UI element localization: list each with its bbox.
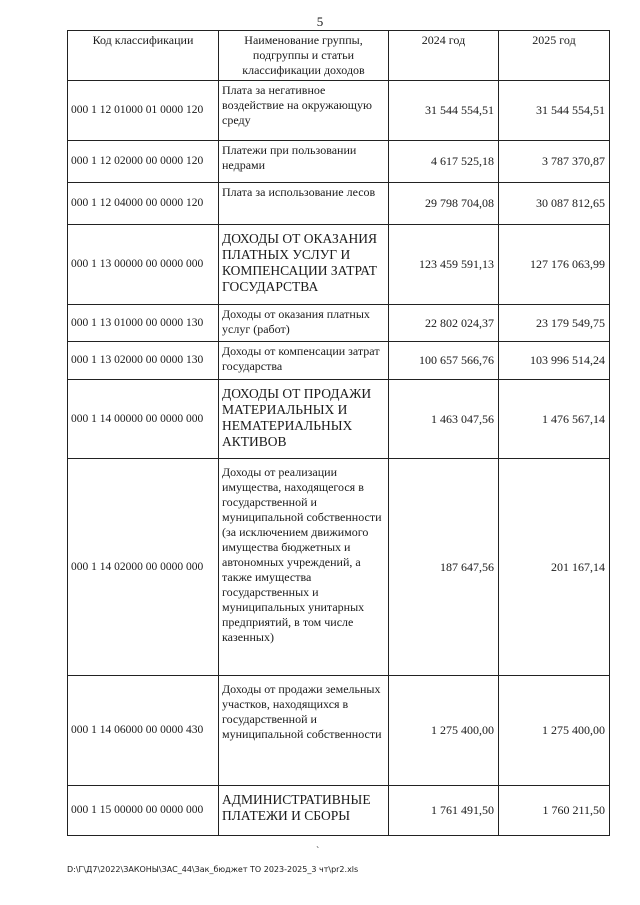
cell-code: 000 1 12 02000 00 0000 120 — [68, 141, 219, 183]
header-name: Наименование группы, подгруппы и статьи классификации доходов — [219, 31, 389, 81]
table-row — [68, 342, 610, 380]
page-number: 5 — [316, 14, 324, 29]
cell-2025: 1 476 567,14 — [499, 380, 610, 459]
cell-name: Плата за использование лесов — [219, 183, 389, 225]
cell-2025: 103 996 514,24 — [499, 342, 610, 380]
cell-2024: 1 761 491,50 — [389, 786, 499, 836]
cell-2025: 201 167,14 — [499, 459, 610, 676]
table-row — [68, 225, 610, 305]
cell-2024: 1 463 047,56 — [389, 380, 499, 459]
table-row — [68, 81, 610, 141]
cell-name: Плата за негативное воздействие на окружающую среду — [219, 81, 389, 141]
cell-2025: 23 179 549,75 — [499, 305, 610, 342]
scan-mark: ˋ — [316, 846, 320, 857]
cell-2024: 4 617 525,18 — [389, 141, 499, 183]
cell-code: 000 1 13 01000 00 0000 130 — [68, 305, 219, 342]
cell-name: Доходы от реализации имущества, находящегося в государственной и муниципальной собственности (за исключением движимого имущества бюджетных и автономных учреждений, а также имущества государственных и муниципальных унитарных предприятий, в том числе казенных) — [219, 459, 389, 676]
cell-name: Платежи при пользовании недрами — [219, 141, 389, 183]
table-row — [68, 459, 610, 676]
cell-2024: 187 647,56 — [389, 459, 499, 676]
cell-2025: 1 275 400,00 — [499, 676, 610, 786]
cell-2024: 123 459 591,13 — [389, 225, 499, 305]
cell-name: Доходы от компенсации затрат государства — [219, 342, 389, 380]
cell-name: ДОХОДЫ ОТ ПРОДАЖИ МАТЕРИАЛЬНЫХ И НЕМАТЕРИАЛЬНЫХ АКТИВОВ — [219, 380, 389, 459]
header-code: Код классификации — [68, 31, 219, 81]
header-2024: 2024 год — [389, 31, 499, 81]
cell-2024: 29 798 704,08 — [389, 183, 499, 225]
cell-code: 000 1 14 02000 00 0000 000 — [68, 459, 219, 676]
file-path-footer: D:\Г\Д7\2022\ЗАКОНЫ\ЗАС_44\Зак_бюджет ТО 2023-2025_3 чт\pr2.xls — [67, 865, 359, 874]
cell-name: ДОХОДЫ ОТ ОКАЗАНИЯ ПЛАТНЫХ УСЛУГ И КОМПЕНСАЦИИ ЗАТРАТ ГОСУДАРСТВА — [219, 225, 389, 305]
cell-2025: 30 087 812,65 — [499, 183, 610, 225]
cell-code: 000 1 12 04000 00 0000 120 — [68, 183, 219, 225]
cell-code: 000 1 15 00000 00 0000 000 — [68, 786, 219, 836]
cell-name: Доходы от оказания платных услуг (работ) — [219, 305, 389, 342]
table-row — [68, 676, 610, 786]
cell-code: 000 1 14 00000 00 0000 000 — [68, 380, 219, 459]
cell-2024: 22 802 024,37 — [389, 305, 499, 342]
table-row — [68, 183, 610, 225]
header-row — [68, 31, 610, 81]
cell-2025: 3 787 370,87 — [499, 141, 610, 183]
table-row — [68, 380, 610, 459]
table-row — [68, 305, 610, 342]
cell-code: 000 1 13 02000 00 0000 130 — [68, 342, 219, 380]
table-row — [68, 786, 610, 836]
cell-2025: 127 176 063,99 — [499, 225, 610, 305]
cell-2025: 1 760 211,50 — [499, 786, 610, 836]
header-2025: 2025 год — [499, 31, 610, 81]
cell-2024: 100 657 566,76 — [389, 342, 499, 380]
cell-code: 000 1 14 06000 00 0000 430 — [68, 676, 219, 786]
table-row — [68, 141, 610, 183]
cell-name: АДМИНИСТРАТИВНЫЕ ПЛАТЕЖИ И СБОРЫ — [219, 786, 389, 836]
cell-code: 000 1 13 00000 00 0000 000 — [68, 225, 219, 305]
cell-2024: 1 275 400,00 — [389, 676, 499, 786]
cell-code: 000 1 12 01000 01 0000 120 — [68, 81, 219, 141]
cell-2024: 31 544 554,51 — [389, 81, 499, 141]
cell-name: Доходы от продажи земельных участков, находящихся в государственной и муниципальной собственности — [219, 676, 389, 786]
cell-2025: 31 544 554,51 — [499, 81, 610, 141]
revenue-table — [67, 30, 610, 836]
